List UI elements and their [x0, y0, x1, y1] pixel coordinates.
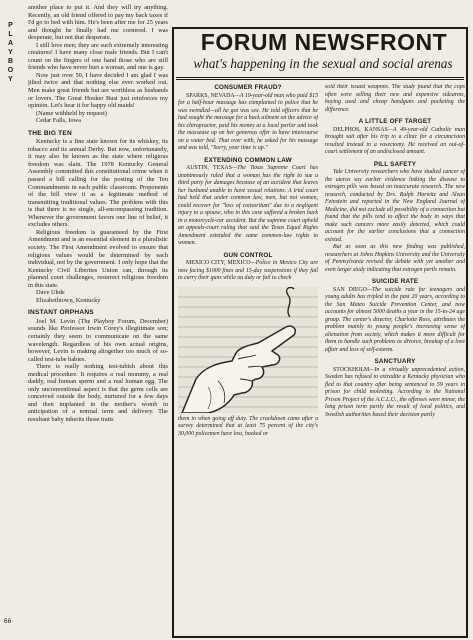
hand-gun-gesture-illustration [178, 287, 318, 413]
article-heading-suicide-rate: SUICIDE RATE [371, 278, 419, 285]
article-text: —In a virtually unprecedented action, Sweden has refused to extradite a Kentucky physician who fled to that country after being sentenced to 59 years in prison for child molesting. According to the National Prison Project of the A.C.L.U., the offenses were minor, the long prison term partly the result of local politics, and Swedish authorities based their decision partly [325, 366, 465, 418]
article-text: —The Texas Supreme Court has unanimously ruled that a woman has the right to sue a third party for damages because of an accident that leaves her husband unable to have sexual relations. A trial court had held that under common law, men, but not women, could recover for "loss of consortium" due to a negligent injury to a spouse, who in this case suffered a broken back in a motorcycle-car accident. But the supreme court upheld an appeals-court ruling that said the Texas Equal Rights Amendment extended the same common-law rights to women. [178, 165, 318, 246]
magazine-sidebar-title: PLAYBOY [7, 22, 14, 85]
article-text: —Police in Mexico City are now facing $1000 fines and 15-day suspensions if they fail to carry their guns while on duty or fail to check [178, 260, 318, 281]
article-dateline: SAN DIEGO [333, 286, 367, 293]
newsfront-column-middle [178, 84, 318, 636]
article-body [325, 127, 465, 157]
article-heading-consumer-fraud: CONSUMER FRAUD? [214, 84, 282, 91]
article-body [325, 367, 465, 420]
forum-subtitle: what's happening in the sexual and social arenas [193, 56, 453, 71]
header-rule [176, 77, 464, 78]
article-body-continued: them in when going off duty. The crackdown came after a survey determined that at least 75 percent of the city's 30,000 policemen have lost, hocked or [178, 415, 318, 437]
article-text: —The suicide rate for teenagers and young adults has tripled in the past 20 years, according to the San Mateo Suicide Prevention Center, and now accounts for almost 5000 deaths a year in the 15-to-24 age group. The center's director, Charlotte Ross, attributes the problem mainly to young people's increasing sense of alienation from society, which makes it more difficult for them to handle such problems as divorce, breakup of a love affair and loss of self-esteem. [325, 286, 465, 353]
article-text: —A 49-year-old Catholic man brought suit after his trip to a clinic for a circumcision resulted instead in a vasectomy. He received an out-of-court settlement of an undisclosed amount. [325, 126, 465, 155]
letter-paragraph: another place to put it. And they will try anything. Recently, an old friend offered to pay my back taxes if I'd go to bed with him. He's been after me for 25 years and thought he finally had me cornered. I was desperate, but not that desperate. [28, 4, 168, 42]
article-body [178, 260, 318, 283]
page-gutter [0, 0, 18, 640]
article-dateline: AUSTIN, TEXAS [186, 165, 232, 171]
header-rule [176, 79, 464, 80]
section-heading-instant-orphans: INSTANT ORPHANS [28, 309, 94, 317]
forum-title: FORUM NEWSFRONT [200, 29, 448, 55]
section-heading-big-ten: THE BIG TEN [28, 129, 72, 137]
article-body: Yale University researchers who have studied cancer of the uterus say earlier evidence linking the disease to estrogen pills was based on inaccurate research. The new research, conducted by Drs. Ralph Horwitz and Alvan Feinstein and reported in the New England Journal of Medicine, did not exclude all possibility of a connection but found that the pills tend to affect the body in ways that make such cancers more easily detected, which could account for the earlier conclusions that a connection existed. [325, 169, 465, 243]
article-dateline: STOCKHOLM [333, 366, 370, 373]
article-body [178, 165, 318, 248]
letter-signature-place: Cedar Falls, Iowa [36, 117, 81, 125]
letter-signature: (Name withheld by request) [36, 109, 107, 117]
letter-paragraph: Kentucky is a fine state known for its whiskey, its tobacco and its annual Derby. But now, unfortunately, it may also be known as the state where religious freedom was slain. The 1978 Kentucky General Assembly committed this constitutional crime when it passed a bill calling for the posting of the Ten Commandments in each public classroom. Proponents of the bill view it as a legitimate method of transmitting traditional values. The problem with this is that there is no single, all-encompassing tradition. Whenever the government favors one line of belief, it excludes others. [28, 138, 168, 229]
article-body-continued: sold their issued weapons. The study found that the cops often were selling their new and expensive sidearms, buying used and cheap handguns and pocketing the difference. [325, 84, 465, 113]
article-dateline: SPARKS, NEVADA [186, 92, 235, 99]
newsfront-column-right [325, 84, 465, 636]
article-dateline: DELPHOS, KANSAS [333, 126, 388, 133]
page-number: 66 [4, 618, 12, 625]
article-text: —A 19-year-old man who paid $15 for a half-hour massage has complained to police that he was swindled—all he got was sex. He told officers that he had sought the massage for a back ailment on the advice of his chiropractor, paid his money at a local parlor and took the masseuse up on her generous offer to have intercourse on a water bed. That over with, he asked for his massage and was told, "Sorry, your time is up." [178, 92, 318, 151]
article-body: But as soon as this new finding was published, researchers at Johns Hopkins University and the University of Pennsylvania revised the debate with yet another and even larger study indicating that estrogen perils remain. [325, 244, 465, 273]
letter-paragraph: Joel M. Levin (The Playboy Forum, December) sounds like Professor Irwin Corey's illegitimate son; certainly they seem to communicate on the same wavelength. Regardless of his own actual origins, however, Levin is making altogether too much of so-called test-tube babies. [28, 317, 168, 363]
letter-paragraph: Now just over 50, I have decided I am glad I was jilted twice and that nothing else ever worked out. Men make great friends but are worthless as husbands or lovers. The Great Hooker Bust just reinforces my opinion. Let's hear it for happy old maids! [28, 71, 168, 110]
article-heading-little-off-target: A LITTLE OFF TARGET [358, 118, 432, 125]
article-body [325, 287, 465, 355]
article-heading-sanctuary: SANCTUARY [374, 358, 416, 365]
letter-paragraph: There is really nothing test-tubish about this medical procedure. It requires a real mommy, a real daddy, real human sperm and a real human egg. The only unconventional aspect is that the germ cells are conceived outside the body, nurtured for a few days and then implanted in the mother's womb in anticipation of a normal term and delivery. The resultant baby inherits those traits [28, 363, 168, 423]
article-body [178, 93, 318, 153]
article-heading-gun-control: GUN CONTROL [223, 251, 273, 259]
article-heading-pill-safety: PILL SAFETY [373, 160, 417, 168]
letter-signature: Dave Uhde [36, 289, 65, 297]
letter-signature-place: Elizabethtown, Kentucky [36, 296, 101, 304]
article-heading-extending-common-law: EXTENDING COMMON LAW [204, 156, 292, 164]
article-dateline: MEXICO CITY, MEXICO [186, 260, 251, 266]
letter-paragraph: I still love men; they are such extremely interesting creatures! I have many close male friends. But I can't count on the fingers of one hand those who are still friends who have never hurt a woman, and one is gay. [28, 41, 168, 72]
letters-column [28, 4, 168, 638]
letter-paragraph: Religious freedom is guaranteed by the First Amendment and is an essential element in a pluralistic society. The First Amendment evolved to ensure that religious values would be determined by each individual, not by the government. I only hope that the Kentucky Civil Liberties Union can, through its planned court challenges, resurrect religious freedom in this state. [28, 228, 168, 289]
